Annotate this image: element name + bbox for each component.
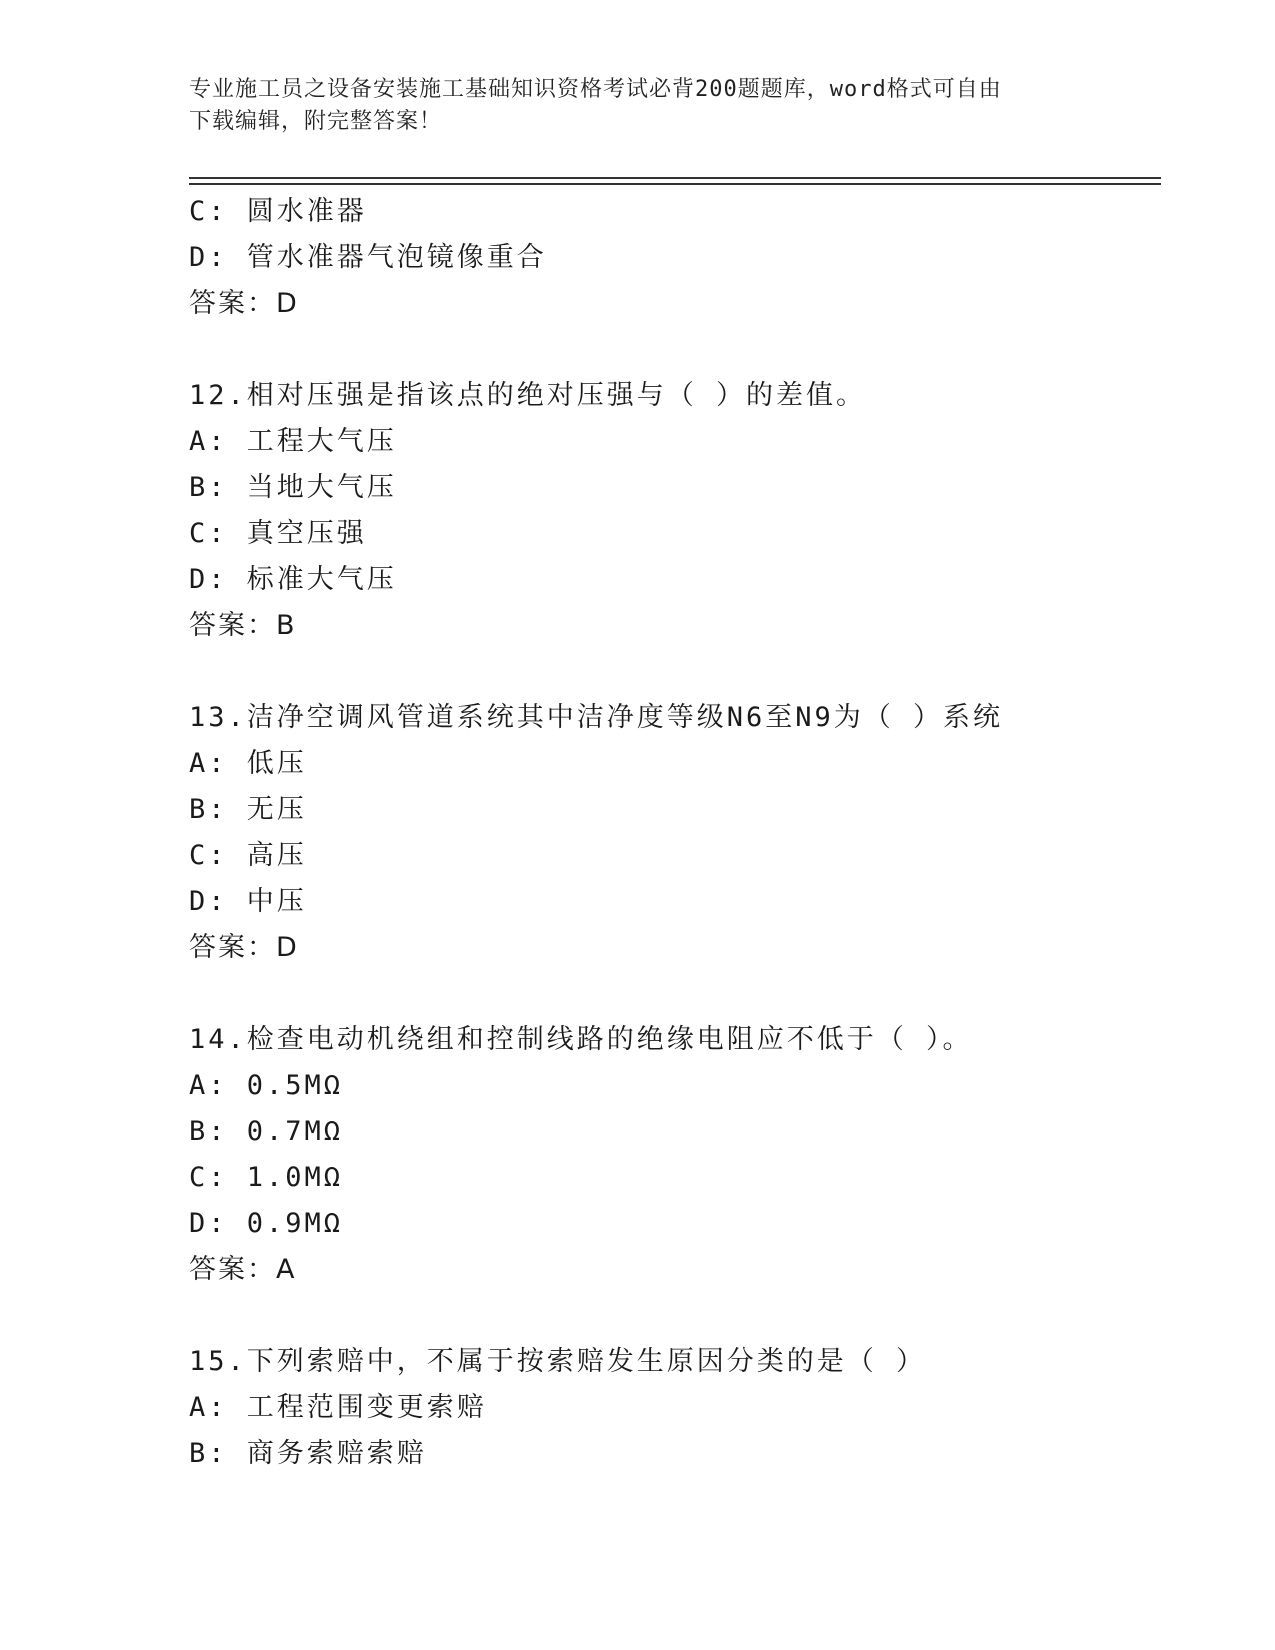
question-text: 13.洁净空调风管道系统其中洁净度等级N6至N9为（ ）系统 (189, 702, 1004, 733)
question-text: 15.下列索赔中，不属于按索赔发生原因分类的是（ ） (189, 1346, 927, 1377)
option-b: B: 当地大气压 (189, 472, 397, 503)
option-a: A: 工程大气压 (189, 426, 397, 457)
option-c: C: 高压 (189, 840, 307, 871)
answer-line: 答案：D (189, 288, 299, 319)
header-line-1: 专业施工员之设备安装施工基础知识资格考试必背200题题库，word格式可自由 (189, 77, 1002, 102)
option-d: D: 中压 (189, 886, 307, 917)
option-b: B: 商务索赔索赔 (189, 1438, 427, 1469)
answer-line: 答案：A (189, 1254, 297, 1285)
option-b: B: 无压 (189, 794, 307, 825)
option-c: C: 真空压强 (189, 518, 367, 549)
option-a: A: 0.5MΩ (189, 1070, 344, 1101)
option-a: A: 低压 (189, 748, 307, 779)
document-header (189, 74, 1089, 138)
answer-line: 答案：D (189, 932, 299, 963)
option-c: C: 1.0MΩ (189, 1162, 344, 1193)
option-b: B: 0.7MΩ (189, 1116, 344, 1147)
continued-question (189, 189, 1169, 327)
question-text: 14.检查电动机绕组和控制线路的绝缘电阻应不低于（ ）。 (189, 1024, 973, 1055)
header-divider-bottom (189, 183, 1161, 185)
question-list (189, 189, 1169, 1477)
question-13 (189, 695, 1169, 971)
option-d: D: 管水准器气泡镜像重合 (189, 242, 547, 273)
question-15 (189, 1339, 1169, 1477)
header-line-2: 下载编辑，附完整答案！ (189, 109, 443, 134)
header-divider-top (189, 177, 1161, 179)
answer-line: 答案：B (189, 610, 297, 641)
question-14 (189, 1017, 1169, 1293)
option-d: D: 标准大气压 (189, 564, 397, 595)
question-text: 12.相对压强是指该点的绝对压强与（ ）的差值。 (189, 380, 867, 411)
option-a: A: 工程范围变更索赔 (189, 1392, 487, 1423)
option-c: C: 圆水准器 (189, 196, 367, 227)
option-d: D: 0.9MΩ (189, 1208, 344, 1239)
question-12 (189, 373, 1169, 649)
